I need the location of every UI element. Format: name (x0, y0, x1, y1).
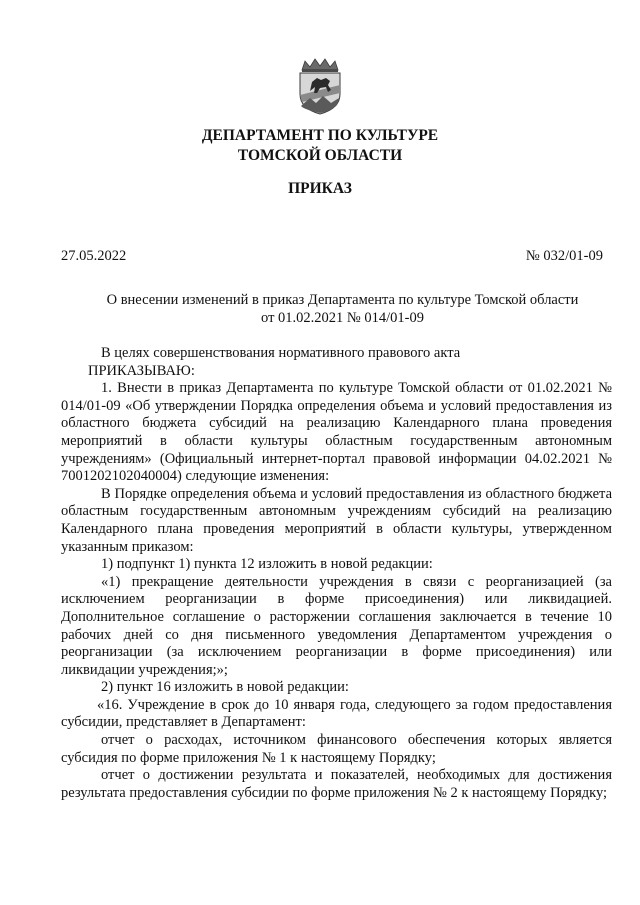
document-type: ПРИКАЗ (288, 180, 352, 197)
paragraph-6: «16. Учреждение в срок до 10 января года, следующего за годом предоставления субсидии, представляет в Департамент: (61, 696, 612, 731)
preamble: В целях совершенствования нормативного правового акта (101, 345, 461, 361)
document-body (61, 345, 612, 802)
order-word: ПРИКАЗЫВАЮ: (88, 362, 195, 379)
department-title-line1: ДЕПАРТАМЕНТ ПО КУЛЬТУРЕ (201, 127, 439, 144)
document-date: 27.05.2022 (61, 248, 127, 264)
paragraph-3: 1) подпункт 1) пункта 12 изложить в новой редакции: (101, 556, 433, 573)
coat-of-arms-icon (293, 56, 347, 116)
paragraph-4: «1) прекращение деятельности учреждения в связи с реорганизацией (за исключением реорганизации в форме присоединения) или ликвидацией. Дополнительное соглашение о расторжении соглашения заключается в течение 10 рабочих дней со дня письменного уведомления Департаментом учреждения о реорганизации (за исключением реорганизации в форме присоединения) или ликвидации учреждения;»; (61, 573, 612, 678)
paragraph-1: 1. Внести в приказ Департамента по культуре Томской области от 01.02.2021 № 014/01-09 «Об утверждении Порядка определения объема и условий предоставления из областного бюджета субсидий на реализацию Календарного плана проведения мероприятий в области культуры областным государственным автономным учреждениям» (Официальный интернет-портал правовой информации 04.02.2021 № 7001202102040004) следующие изменения: (61, 380, 612, 485)
subject-line1: О внесении изменений в приказ Департамента по культуре Томской области (106, 292, 579, 308)
paragraph-2: В Порядке определения объема и условий предоставления из областного бюджета областным государственным автономным учреждениям субсидий на реализацию Календарного плана проведения мероприятий в области культуры, утвержденном указанным приказом: (61, 485, 612, 555)
document-number: № 032/01-09 (525, 248, 603, 264)
paragraph-8: отчет о достижении результата и показателей, необходимых для достижения результата предоставления субсидии по форме приложения № 2 к настоящему Порядку; (61, 767, 612, 801)
subject-line2: от 01.02.2021 № 014/01-09 (261, 310, 424, 326)
department-title-line2: ТОМСКОЙ ОБЛАСТИ (237, 147, 403, 164)
paragraph-5: 2) пункт 16 изложить в новой редакции: (101, 679, 349, 696)
paragraph-7: отчет о расходах, источником финансового обеспечения которых является субсидия по форме приложения № 1 к настоящему Порядку; (61, 732, 612, 766)
